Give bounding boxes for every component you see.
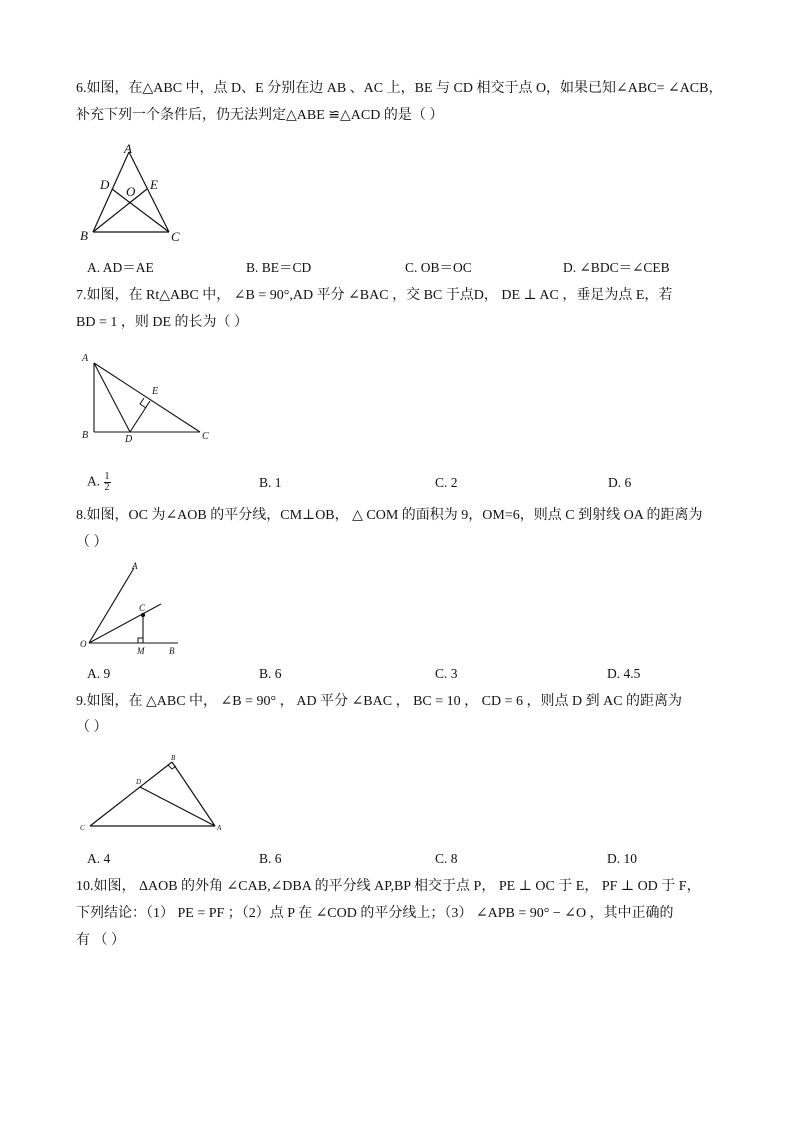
q7-stem-line-2: BD = 1 ，则 DE 的长为（ ） xyxy=(76,315,249,330)
q7-option-c[interactable]: C. 2 xyxy=(435,475,458,490)
q9-label-a: A xyxy=(217,824,222,832)
q6-figure xyxy=(76,140,196,250)
q7-option-d[interactable]: D. 6 xyxy=(608,475,632,490)
q9-label-d: D xyxy=(136,778,142,786)
q6-label-e: E xyxy=(150,177,158,192)
q7-option-a-fraction xyxy=(104,472,111,493)
q9-option-c[interactable]: C. 8 xyxy=(435,851,458,866)
q10-stem-line-3: 有 （ ） xyxy=(76,933,125,948)
q6-stem-line-2: 补充下列一个条件后，仍无法判定△ABE ≌△ACD 的是（ ） xyxy=(76,108,444,123)
q7-option-a-numerator: 1 xyxy=(104,471,110,482)
q6-option-d[interactable]: D. ∠BDC＝∠CEB xyxy=(563,260,670,275)
q8-label-c: C xyxy=(139,603,146,613)
q8-stem-line-2: （ ） xyxy=(76,535,108,550)
q8-option-c[interactable]: C. 3 xyxy=(435,666,458,681)
q6-label-c: C xyxy=(171,229,180,244)
q8-label-a: A xyxy=(132,561,138,571)
q6-label-a: A xyxy=(124,141,132,156)
q7-option-a[interactable] xyxy=(87,472,111,493)
q6-stem-line-1: 6.如图，在△ABC 中，点 D、E 分别在边 AB 、AC 上，BE 与 CD 相交于点 O，如果已知∠ABC= ∠ACB， xyxy=(76,81,723,96)
q9-label-c: C xyxy=(80,824,85,832)
q7-label-a: A xyxy=(82,353,89,364)
q9-option-b[interactable]: B. 6 xyxy=(259,851,282,866)
q7-stem-line-1: 7.如图，在 Rt△ABC 中， ∠B = 90°,AD 平分 ∠BAC ，交 BC 于点D， DE ⊥ AC ，垂足为点 E，若 xyxy=(76,288,673,303)
q8-option-d[interactable]: D. 4.5 xyxy=(607,666,641,681)
q9-option-d[interactable]: D. 10 xyxy=(607,851,637,866)
q9-stem-line-1: 9.如图，在 △ABC 中， ∠B = 90° ， AD 平分 ∠BAC ， BC = 10 ， CD = 6 ，则点 D 到 AC 的距离为 xyxy=(76,694,683,709)
q10-stem-line-1: 10.如图， ΔAOB 的外角 ∠CAB,∠DBA 的平分线 AP,BP 相交于点 P， PE ⊥ OC 于 E， PF ⊥ OD 于 F， xyxy=(76,879,701,894)
q9-stem-line-2: （ ） xyxy=(76,720,108,735)
q7-option-b[interactable]: B. 1 xyxy=(259,475,282,490)
q7-figure xyxy=(76,348,216,448)
q8-label-o: O xyxy=(80,639,87,649)
q9-option-a[interactable]: A. 4 xyxy=(87,851,111,866)
q7-label-c: C xyxy=(202,431,209,442)
q8-option-a[interactable]: A. 9 xyxy=(87,666,111,681)
q7-option-a-prefix: A. xyxy=(87,473,101,489)
q10-stem-line-2: 下列结论：（1） PE = PF ；（2）点 P 在 ∠COD 的平分线上；（3） ∠APB = 90° − ∠O ，其中正确的 xyxy=(76,906,674,921)
q8-label-b: B xyxy=(169,646,175,656)
q7-label-d: D xyxy=(125,434,133,443)
q7-label-b: B xyxy=(82,430,89,441)
q8-figure xyxy=(76,560,196,665)
q6-option-a[interactable]: A. AD＝AE xyxy=(87,260,154,275)
q8-stem-line-1: 8.如图，OC 为∠AOB 的平分线，CM⊥OB， △ COM 的面积为 9，OM=6，则点 C 到射线 OA 的距离为 xyxy=(76,508,703,523)
q8-label-m: M xyxy=(137,646,145,656)
q9-label-b: B xyxy=(171,754,176,762)
q8-option-b[interactable]: B. 6 xyxy=(259,666,282,681)
q6-label-b: B xyxy=(80,228,88,243)
q6-option-b[interactable]: B. BE＝CD xyxy=(246,260,312,275)
q7-label-e: E xyxy=(152,386,159,397)
q7-option-a-denominator: 2 xyxy=(104,482,110,493)
q6-label-o: O xyxy=(126,184,136,199)
q6-label-d: D xyxy=(100,177,110,192)
q9-figure xyxy=(76,752,236,842)
q6-option-c[interactable]: C. OB＝OC xyxy=(405,260,472,275)
